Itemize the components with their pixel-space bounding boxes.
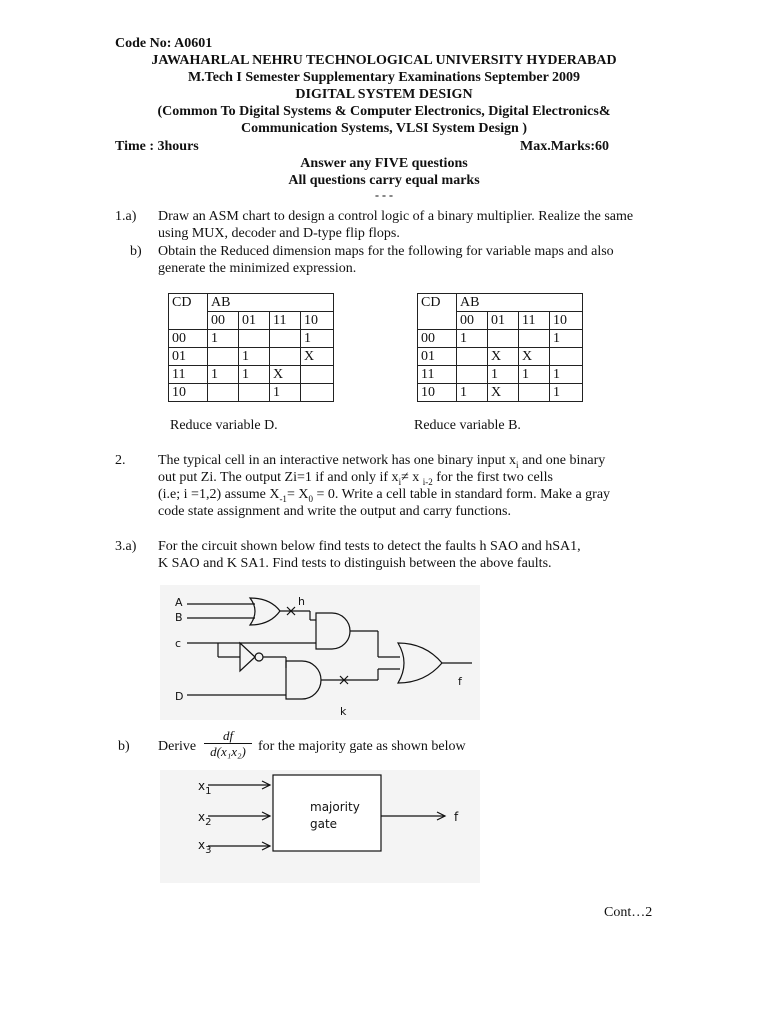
kmap-table-2: [417, 293, 583, 402]
q1a-number: 1.a): [115, 209, 137, 224]
kmap-cell: 1: [519, 366, 550, 384]
kmap-cell: [301, 384, 334, 402]
kmap-cell: 1: [239, 348, 270, 366]
kmap-cell: [550, 294, 583, 312]
kmap-row: [169, 348, 334, 366]
kmap-cell: 01: [418, 348, 457, 366]
kmap-cell: [301, 294, 334, 312]
kmap-cell: 10: [418, 384, 457, 402]
kmap-cell: X: [488, 384, 519, 402]
kmap-cell: X: [519, 348, 550, 366]
kmap-cell: 01: [239, 312, 270, 330]
kmap-cell: X: [270, 366, 301, 384]
kmap-cell: [418, 312, 457, 330]
kmap-cell: [457, 348, 488, 366]
kmap-cell: [488, 330, 519, 348]
kmap-row: [169, 312, 334, 330]
kmap-cell: 00: [208, 312, 239, 330]
max-marks: Max.Marks:60: [520, 139, 610, 154]
common-line-1: (Common To Digital Systems & Computer Electronics, Digital Electronics&: [157, 104, 611, 119]
q1b-text: Obtain the Reduced dimension maps for the following for variable maps and also generate the minimized expression.: [158, 244, 614, 276]
q3b-number: b): [118, 739, 130, 754]
q2-line-2: out put Zi. The output Zi=1 if and only if $x_i\ne x$ $_{i-2}$ for the first two cells: [158, 470, 553, 487]
university-name: JAWAHARLAL NEHRU TECHNOLOGICAL UNIVERSITY HYDERABAD: [151, 53, 617, 68]
kmap-cell: CD: [169, 294, 208, 312]
q3a-number: 3.a): [115, 539, 137, 554]
kmap-cell: [457, 366, 488, 384]
majority-gate-diagram: [160, 770, 480, 883]
kmap-row: [169, 366, 334, 384]
q3b-text: for the majority gate as shown below: [258, 739, 466, 754]
kmap-cell: [239, 294, 270, 312]
circuit-label-k: k: [340, 705, 347, 718]
circuit-label-f: f: [458, 675, 462, 688]
kmap-cell: 11: [169, 366, 208, 384]
q2-line-4: code state assignment and write the output and carry functions.: [158, 504, 512, 519]
kmap-cell: 1: [270, 384, 301, 402]
gate-label-line-1: majority: [310, 800, 360, 814]
q3a-line-1: For the circuit shown below find tests to detect the faults h SAO and hSA1,: [158, 539, 581, 554]
kmap-cell: 1: [239, 366, 270, 384]
q2-number: 2.: [115, 453, 126, 468]
kmap-cell: [270, 348, 301, 366]
kmap-1-caption: Reduce variable D.: [170, 418, 278, 433]
kmap-cell: 1: [208, 330, 239, 348]
kmap-cell: CD: [418, 294, 457, 312]
kmap-cell: 1: [550, 366, 583, 384]
q1b-number: b): [130, 244, 142, 259]
q2-line-1: The typical cell in an interactive network has one binary input $x_i$ and one binary: [158, 453, 606, 470]
kmap-cell: 01: [169, 348, 208, 366]
kmap-row: [169, 330, 334, 348]
kmap-cell: [208, 348, 239, 366]
q2-line-3: (i.e; i =1,2) assume $X_{-1}= X_0 = 0$. Write a cell table in standard form. Make a gray: [158, 487, 611, 504]
kmap-cell: 00: [169, 330, 208, 348]
kmap-cell: [208, 384, 239, 402]
q3b-derive: Derive: [158, 739, 197, 754]
kmap-cell: 1: [301, 330, 334, 348]
time-label: Time : 3hours: [115, 139, 199, 154]
logic-circuit-diagram: [160, 585, 480, 720]
gate-input-x2: $x_2$: [198, 810, 212, 828]
kmap-cell: [169, 312, 208, 330]
kmap-cell: [301, 366, 334, 384]
kmap-row: [418, 366, 583, 384]
kmap-cell: 1: [208, 366, 239, 384]
kmap-cell: [519, 384, 550, 402]
circuit-label-b: B: [175, 611, 183, 624]
kmap-cell: 1: [550, 384, 583, 402]
kmap-cell: 01: [488, 312, 519, 330]
gate-input-x1: $x_1$: [198, 779, 212, 797]
kmap-cell: 00: [457, 312, 488, 330]
kmap-cell: 1: [457, 384, 488, 402]
kmap-table-1: [168, 293, 334, 402]
kmap-cell: [239, 384, 270, 402]
subject-title: DIGITAL SYSTEM DESIGN: [295, 87, 473, 102]
kmap-cell: 1: [488, 366, 519, 384]
circuit-label-d: D: [175, 690, 184, 703]
kmap-row: [418, 384, 583, 402]
kmap-row: [418, 330, 583, 348]
kmap-row: [169, 384, 334, 402]
kmap-cell: 1: [550, 330, 583, 348]
kmap-row: [418, 348, 583, 366]
kmap-cell: 1: [457, 330, 488, 348]
instruction-2: All questions carry equal marks: [288, 173, 480, 188]
kmap-cell: X: [301, 348, 334, 366]
kmap-cell: 11: [519, 312, 550, 330]
kmap-cell: [488, 294, 519, 312]
kmap-row: [418, 312, 583, 330]
circuit-label-c: c: [175, 637, 182, 650]
separator: - - -: [375, 188, 393, 202]
exam-title: M.Tech I Semester Supplementary Examinations September 2009: [187, 70, 581, 85]
kmap-cell: 10: [301, 312, 334, 330]
circuit-label-a: A: [175, 596, 183, 609]
kmap-cell: [519, 330, 550, 348]
instruction-1: Answer any FIVE questions: [300, 156, 468, 171]
kmap-cell: [519, 294, 550, 312]
kmap-2-caption: Reduce variable B.: [414, 418, 521, 433]
fraction-denominator: d(x₁x₂): [204, 743, 252, 759]
kmap-cell: 11: [270, 312, 301, 330]
kmap-cell: X: [488, 348, 519, 366]
kmap-cell: [270, 330, 301, 348]
derivative-fraction: [204, 728, 252, 759]
kmap-row: [169, 294, 334, 312]
kmap-cell: [239, 330, 270, 348]
kmap-cell: [550, 348, 583, 366]
gate-label-line-2: gate: [310, 817, 338, 831]
gate-output-f: f: [454, 810, 459, 824]
kmap-cell: 00: [418, 330, 457, 348]
kmap-cell: 10: [169, 384, 208, 402]
kmap-cell: AB: [457, 294, 488, 312]
continued-marker: Cont…2: [604, 905, 653, 920]
q3a-line-2: K SAO and K SA1. Find tests to distinguish between the above faults.: [158, 556, 552, 571]
kmap-row: [418, 294, 583, 312]
common-line-2: Communication Systems, VLSI System Design ): [241, 121, 527, 136]
gate-input-x3: $x_3$: [198, 838, 212, 856]
kmap-cell: 11: [418, 366, 457, 384]
q1a-text: Draw an ASM chart to design a control logic of a binary multiplier. Realize the same using MUX, decoder and D-type flip flops.: [158, 209, 634, 241]
kmap-cell: [270, 294, 301, 312]
kmap-cell: 10: [550, 312, 583, 330]
kmap-cell: AB: [208, 294, 239, 312]
circuit-label-h: h: [298, 595, 305, 608]
code-number: Code No: A0601: [115, 36, 213, 51]
fraction-numerator: df: [222, 728, 234, 743]
